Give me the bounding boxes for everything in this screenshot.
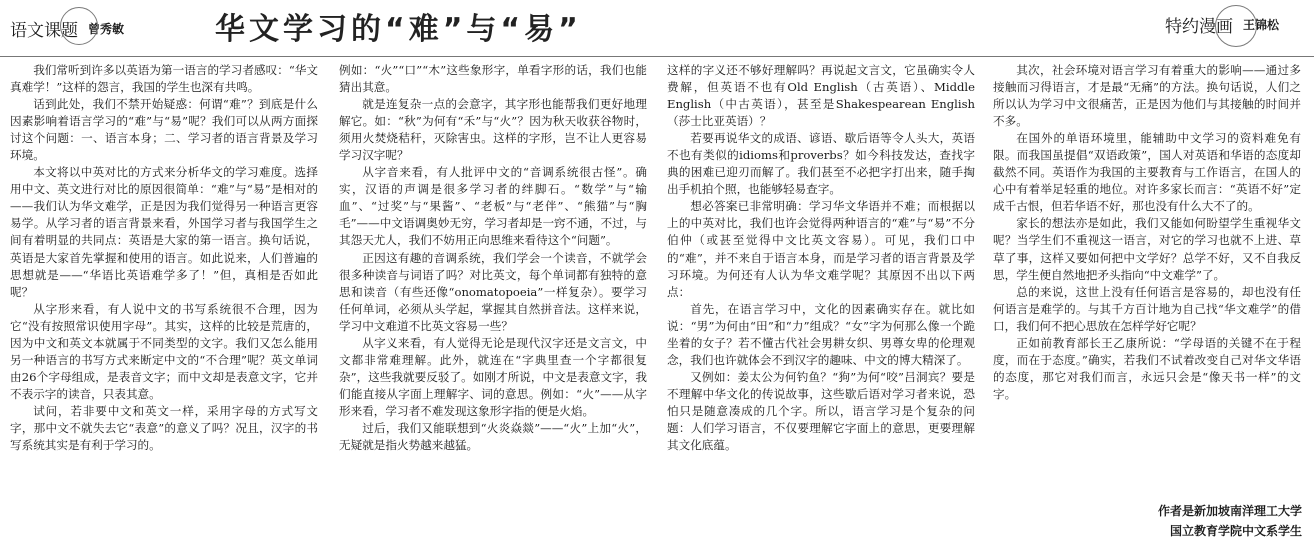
article-paragraph: 总的来说，这世上没有任何语言是容易的，却也没有任何语言是难学的。与其千方百计地为自己找“华文难学”的借口，我们何不把心思放在怎样学好它呢？: [993, 284, 1301, 333]
article-paragraph: 话到此处，我们不禁开始疑惑：何谓“难”？到底是什么因素影响着语言学习的“难”与“易”呢？我们可以从两方面探讨这个问题：一、语言本身；二、学习者的语言背景及学习环境。: [10, 97, 318, 163]
illustration-tag: [1165, 12, 1279, 37]
article-paragraph: 首先，在语言学习中，文化的因素确实存在。就比如说：“男”为何由“田”和“力”组成？“女”字为何那么像一个跪坐着的女子？若不懂古代社会男耕女织、男尊女卑的伦理观念，我们也许就体会不到汉字的趣味、中文的博大精深了。: [667, 301, 975, 367]
article-title: 华文学习的“难”与“易”: [215, 12, 582, 47]
article-paragraph: 想必答案已非常明确：学习华文华语并不难；而根据以上的中英对比，我们也许会觉得两种语言的“难”与“易”不分伯仲（或甚至觉得中文比英文容易）。可见，我们口中的“难”，并不来自于语言本身，而是学习者的语言背景及学习环境。为何还有人认为华文难学呢？其原因不出以下两点：: [667, 199, 975, 299]
illustration-column-name: 特约漫画: [1165, 17, 1233, 37]
header-divider: [0, 56, 1314, 57]
article-paragraph: 这样的字义还不够好理解吗？再说起文言文，它虽确实令人费解，但英语不也有Old English（古英语）、Middle English（中古英语），甚至是Shakespearean English（莎士比亚英语）？: [667, 63, 975, 129]
author-byline-line2: 国立教育学院中文系学生: [1169, 524, 1302, 538]
column-tag: [10, 16, 124, 41]
article-column-4: [993, 62, 1301, 542]
column-name: 语文课题: [10, 21, 78, 41]
column-circle-mark: [60, 7, 98, 45]
article-paragraph: 在国外的单语环境里，能辅助中文学习的资料难免有限。而我国虽提倡“双语政策”，国人对英语和华语的态度却截然不同。英语作为我国的主要教育与工作语言，在国人的心中有着举足轻重的地位。对许多家长而言：“英语不好”定成千古恨，但若华语不好，那也没有什么大不了的。: [993, 131, 1301, 214]
illustration-circle-mark: [1215, 5, 1257, 47]
author-name: 曾秀敏: [88, 22, 125, 36]
article-paragraph: 本文将以中英对比的方式来分析华文的学习难度。选择用中文、英文进行对比的原因很简单：“难”与“易”是相对的——我们认为华文难学，正是因为我们觉得另一种语言更容易学。从学习者的语言背景来看，外国学习者与我国学生之间有着明显的共同点：英语是大家的第一语言。换句话说，英语是大家首先掌握和使用的语言。如此说来，人们普遍的思想就是——“华语比英语难学多了！”但，真相是否如此呢？: [10, 165, 318, 299]
article-column-1: [10, 62, 318, 542]
article-paragraph: 家长的想法亦是如此，我们又能如何盼望学生重视华文呢？当学生们不重视这一语言，对它的学习也就不上进、草草了事，这样又要如何把中文学好？总学不好，又不自我反思，学生便自然地把矛头指向“中文难学”了。: [993, 216, 1301, 282]
article-paragraph: 从字音来看，有人批评中文的“音调系统很古怪”。确实，汉语的声调是很多学习者的绊脚石。“数学”与“输血”、“过奖”与“果酱”、“老板”与“老伴”、“熊猫”与“胸毛”——中文语调奥妙无穷，学习者却是一窍不通，不过，与其怨天尤人，我们不妨用正向思维来看待这个“问题”。: [339, 165, 647, 248]
article-header: [0, 0, 1314, 58]
article-paragraph: 若要再说华文的成语、谚语、歇后语等令人头大，英语不也有类似的idioms和proverbs？如今科技发达，查找字典的困难已迎刃而解了。我们甚至不必把字打出来，随手掏出手机拍个照，也能够轻易查字。: [667, 131, 975, 197]
article-paragraph: 过后，我们又能联想到“火炎焱燚”——“火”上加“火”，无疑就是指火势越来越猛。: [339, 420, 647, 453]
article-paragraph: 试问，若非要中文和英文一样，采用字母的方式写文字，那中文不就失去它“表意”的意义了吗？况且，汉字的书写系统其实是有利于学习的。: [10, 403, 318, 453]
author-byline-line1: 作者是新加坡南洋理工大学: [1157, 504, 1302, 518]
article-paragraph: 其次，社会环境对语言学习有着重大的影响——通过多接触而习得语言，才是最“无痛”的方法。换句话说，人们之所以认为学习中文很痛苦，正是因为他们与其接触的时间并不多。: [993, 63, 1301, 129]
article-paragraph: 从字义来看，有人觉得无论是现代汉字还是文言文，中文都非常难理解。此外，就连在“字典里查一个字都很复杂”，这些我就要反驳了。如刚才所说，中文是表意文字，我们能直接从字面上理解字、词的意思。例如：“火”——从字形来看，学习者不难发现这象形字指的便是火焰。: [339, 335, 647, 418]
article-paragraph: 从字形来看，有人说中文的书写系统很不合理，因为它“没有按照常识使用字母”。其实，这样的比较是荒唐的，因为中文和英文本就属于不同类型的文字。我们又怎么能用另一种语言的书写方式来断定中文的“不合理”呢？英文单词由26个字母组成，是表音文字；而中文却是表意文字，它并不表示字的读音，只表其意。: [10, 301, 318, 401]
article-column-3: [667, 62, 975, 542]
article-paragraph: 正因这有趣的音调系统，我们学会一个读音，不就学会很多种读音与词语了吗？对比英文，每个单词都有独特的意思和读音（有些还像“onomatopoeia”一样复杂）。要学习任何单词，必须从头学起，掌握其自然拼音法。这样来说，学习中文难道不比英文容易一些？: [339, 250, 647, 333]
article-paragraph: 就是连复杂一点的会意字，其字形也能帮我们更好地理解它。如：“秋”为何有“禾”与“火”？因为秋天收获谷物时，须用火焚烧秸秆，灭除害虫。这样的字形，岂不让人更容易学习汉字呢？: [339, 97, 647, 163]
article-paragraph: 正如前教育部长王乙康所说：“学母语的关键不在于程度，而在于态度。”确实，若我们不试着改变自己对华文华语的态度，那它对我们而言，永远只会是“像天书一样”的文字。: [993, 335, 1301, 401]
illustrator-name: 王锦松: [1243, 18, 1280, 32]
article-paragraph: 又例如：姜太公为何钓鱼？“狗”为何“咬”吕洞宾？要是不理解中华文化的传说故事，这些歇后语对学习者来说，恐怕只是随意凑成的几个字。所以，语言学习是个复杂的问题：人们学习语言，不仅要理解它字面上的意思，更要理解其文化底蕴。: [667, 369, 975, 453]
article-column-2: [339, 62, 647, 542]
article-paragraph: 我们常听到许多以英语为第一语言的学习者感叹：“华文真难学！”这样的怨言，我国的学生也深有共鸣。: [10, 63, 318, 95]
article-paragraph: 例如：“火”“口”“木”这些象形字，单看字形的话，我们也能猜出其意。: [339, 63, 647, 95]
